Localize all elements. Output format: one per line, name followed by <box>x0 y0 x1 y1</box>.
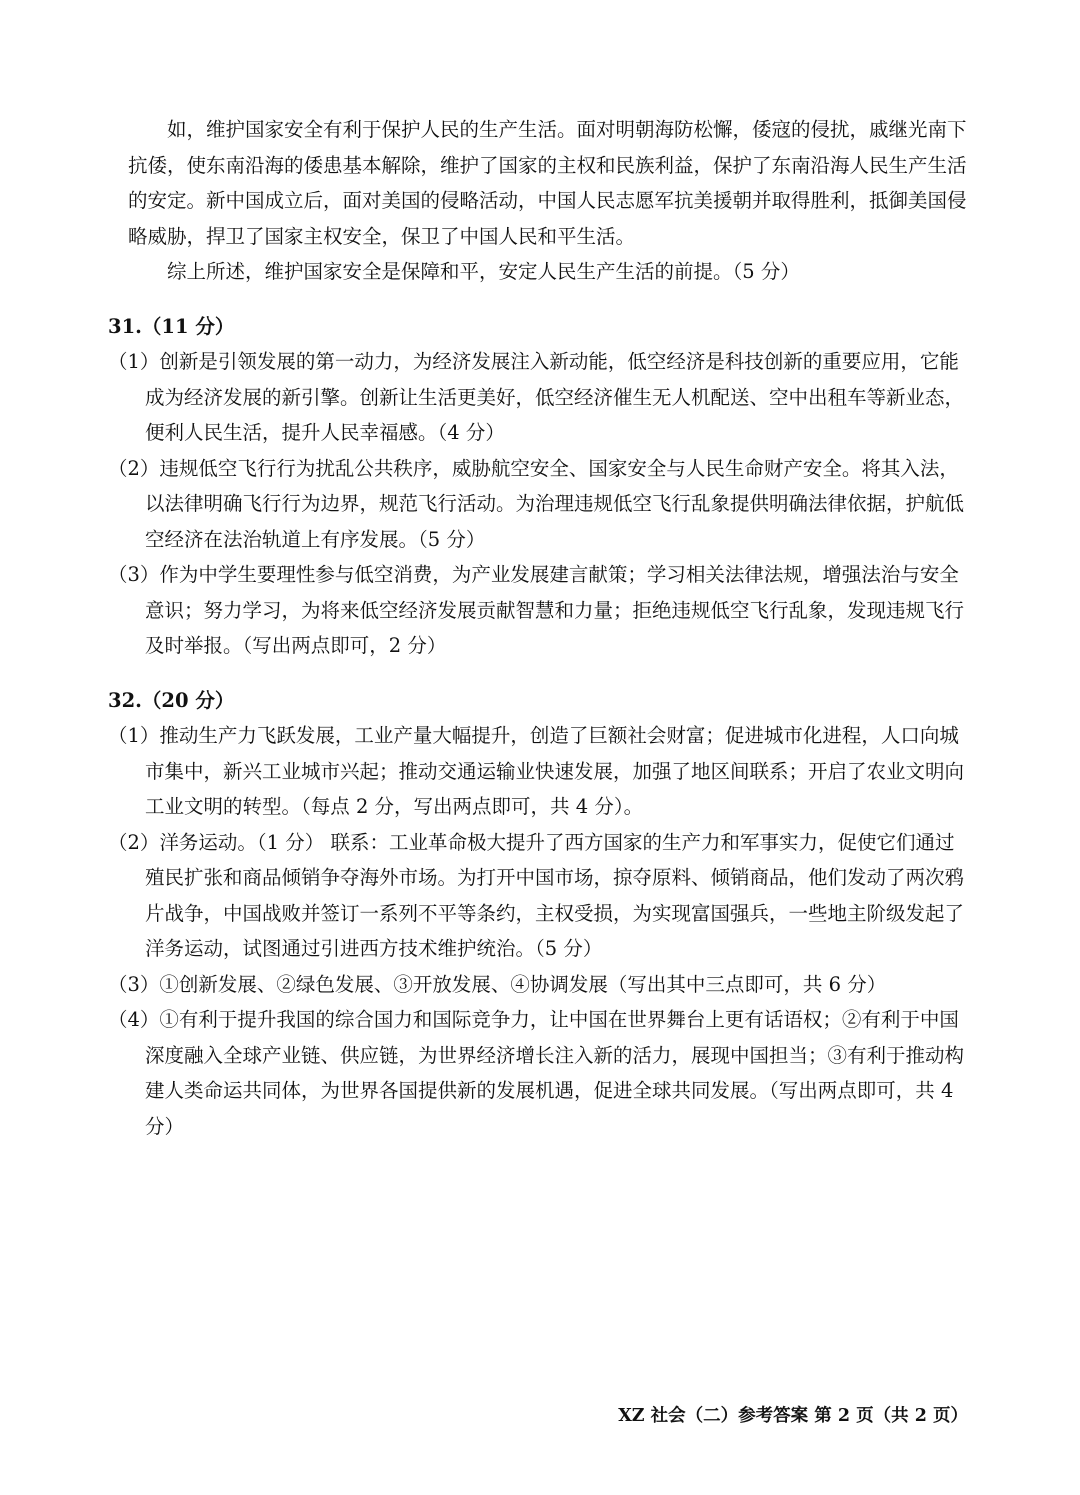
question-32-item-4: （4）①有利于提升我国的综合国力和国际竞争力，让中国在世界舞台上更有话语权；②有利于中国深度融入全球产业链、供应链，为世界经济增长注入新的活力，展现中国担当；③有利于推动构建人类命运共同体，为世界各国提供新的发展机遇，促进全球共同发展。（写出两点即可，共 4 分） <box>108 1008 965 1138</box>
question-32-item-1: （1）推动生产力飞跃发展，工业产量大幅提升，创造了巨额社会财富；促进城市化进程，人口向城市集中，新兴工业城市兴起；推动交通运输业快速发展，加强了地区间联系；开启了农业文明向工业文明的转型。（每点 2 分，写出两点即可，共 4 分）。 <box>108 724 965 818</box>
question-32-heading: 32.（20 分） <box>108 688 235 712</box>
page-footer: XZ 社会（二）参考答案 第 2 页（共 2 页） <box>618 1406 968 1426</box>
page-content <box>108 112 972 1144</box>
question-31-item-1: （1）创新是引领发展的第一动力，为经济发展注入新动能，低空经济是科技创新的重要应用，它能成为经济发展的新引擎。创新让生活更美好，低空经济催生无人机配送、空中出租车等新业态，便利人民生活，提升人民幸福感。（4 分） <box>108 350 965 444</box>
continuation-paragraph: 如，维护国家安全有利于保护人民的生产生活。面对明朝海防松懈，倭寇的侵扰，戚继光南下抗倭，使东南沿海的倭患基本解除，维护了国家的主权和民族利益，保护了东南沿海人民生产生活的安定。新中国成立后，面对美国的侵略活动，中国人民志愿军抗美援朝并取得胜利，抵御美国侵略威胁，捍卫了国家主权安全，保卫了中国人民和平生活。 <box>128 118 967 248</box>
question-31-heading: 31.（11 分） <box>108 314 235 338</box>
question-32-item-2: （2）洋务运动。（1 分） 联系：工业革命极大提升了西方国家的生产力和军事实力，促使它们通过殖民扩张和商品倾销争夺海外市场。为打开中国市场，掠夺原料、倾销商品，他们发动了两次鸦片战争，中国战败并签订一系列不平等条约，主权受损，为实现富国强兵，一些地主阶级发起了洋务运动，试图通过引进西方技术维护统治。（5 分） <box>108 830 965 960</box>
question-31-item-3: （3）作为中学生要理性参与低空消费，为产业发展建言献策；学习相关法律法规，增强法治与安全意识；努力学习，为将来低空经济发展贡献智慧和力量；拒绝违规低空飞行乱象，发现违规飞行及时举报。（写出两点即可，2 分） <box>108 563 965 657</box>
summary-paragraph: 综上所述，维护国家安全是保障和平，安定人民生产生活的前提。（5 分） <box>167 260 800 283</box>
question-31-item-2: （2）违规低空飞行行为扰乱公共秩序，威胁航空安全、国家安全与人民生命财产安全。将其入法，以法律明确飞行行为边界，规范飞行活动。为治理违规低空飞行乱象提供明确法律依据，护航低空经济在法治轨道上有序发展。（5 分） <box>108 456 965 551</box>
question-32-item-3: （3）①创新发展、②绿色发展、③开放发展、④协调发展（写出其中三点即可，共 6 分） <box>108 972 887 996</box>
